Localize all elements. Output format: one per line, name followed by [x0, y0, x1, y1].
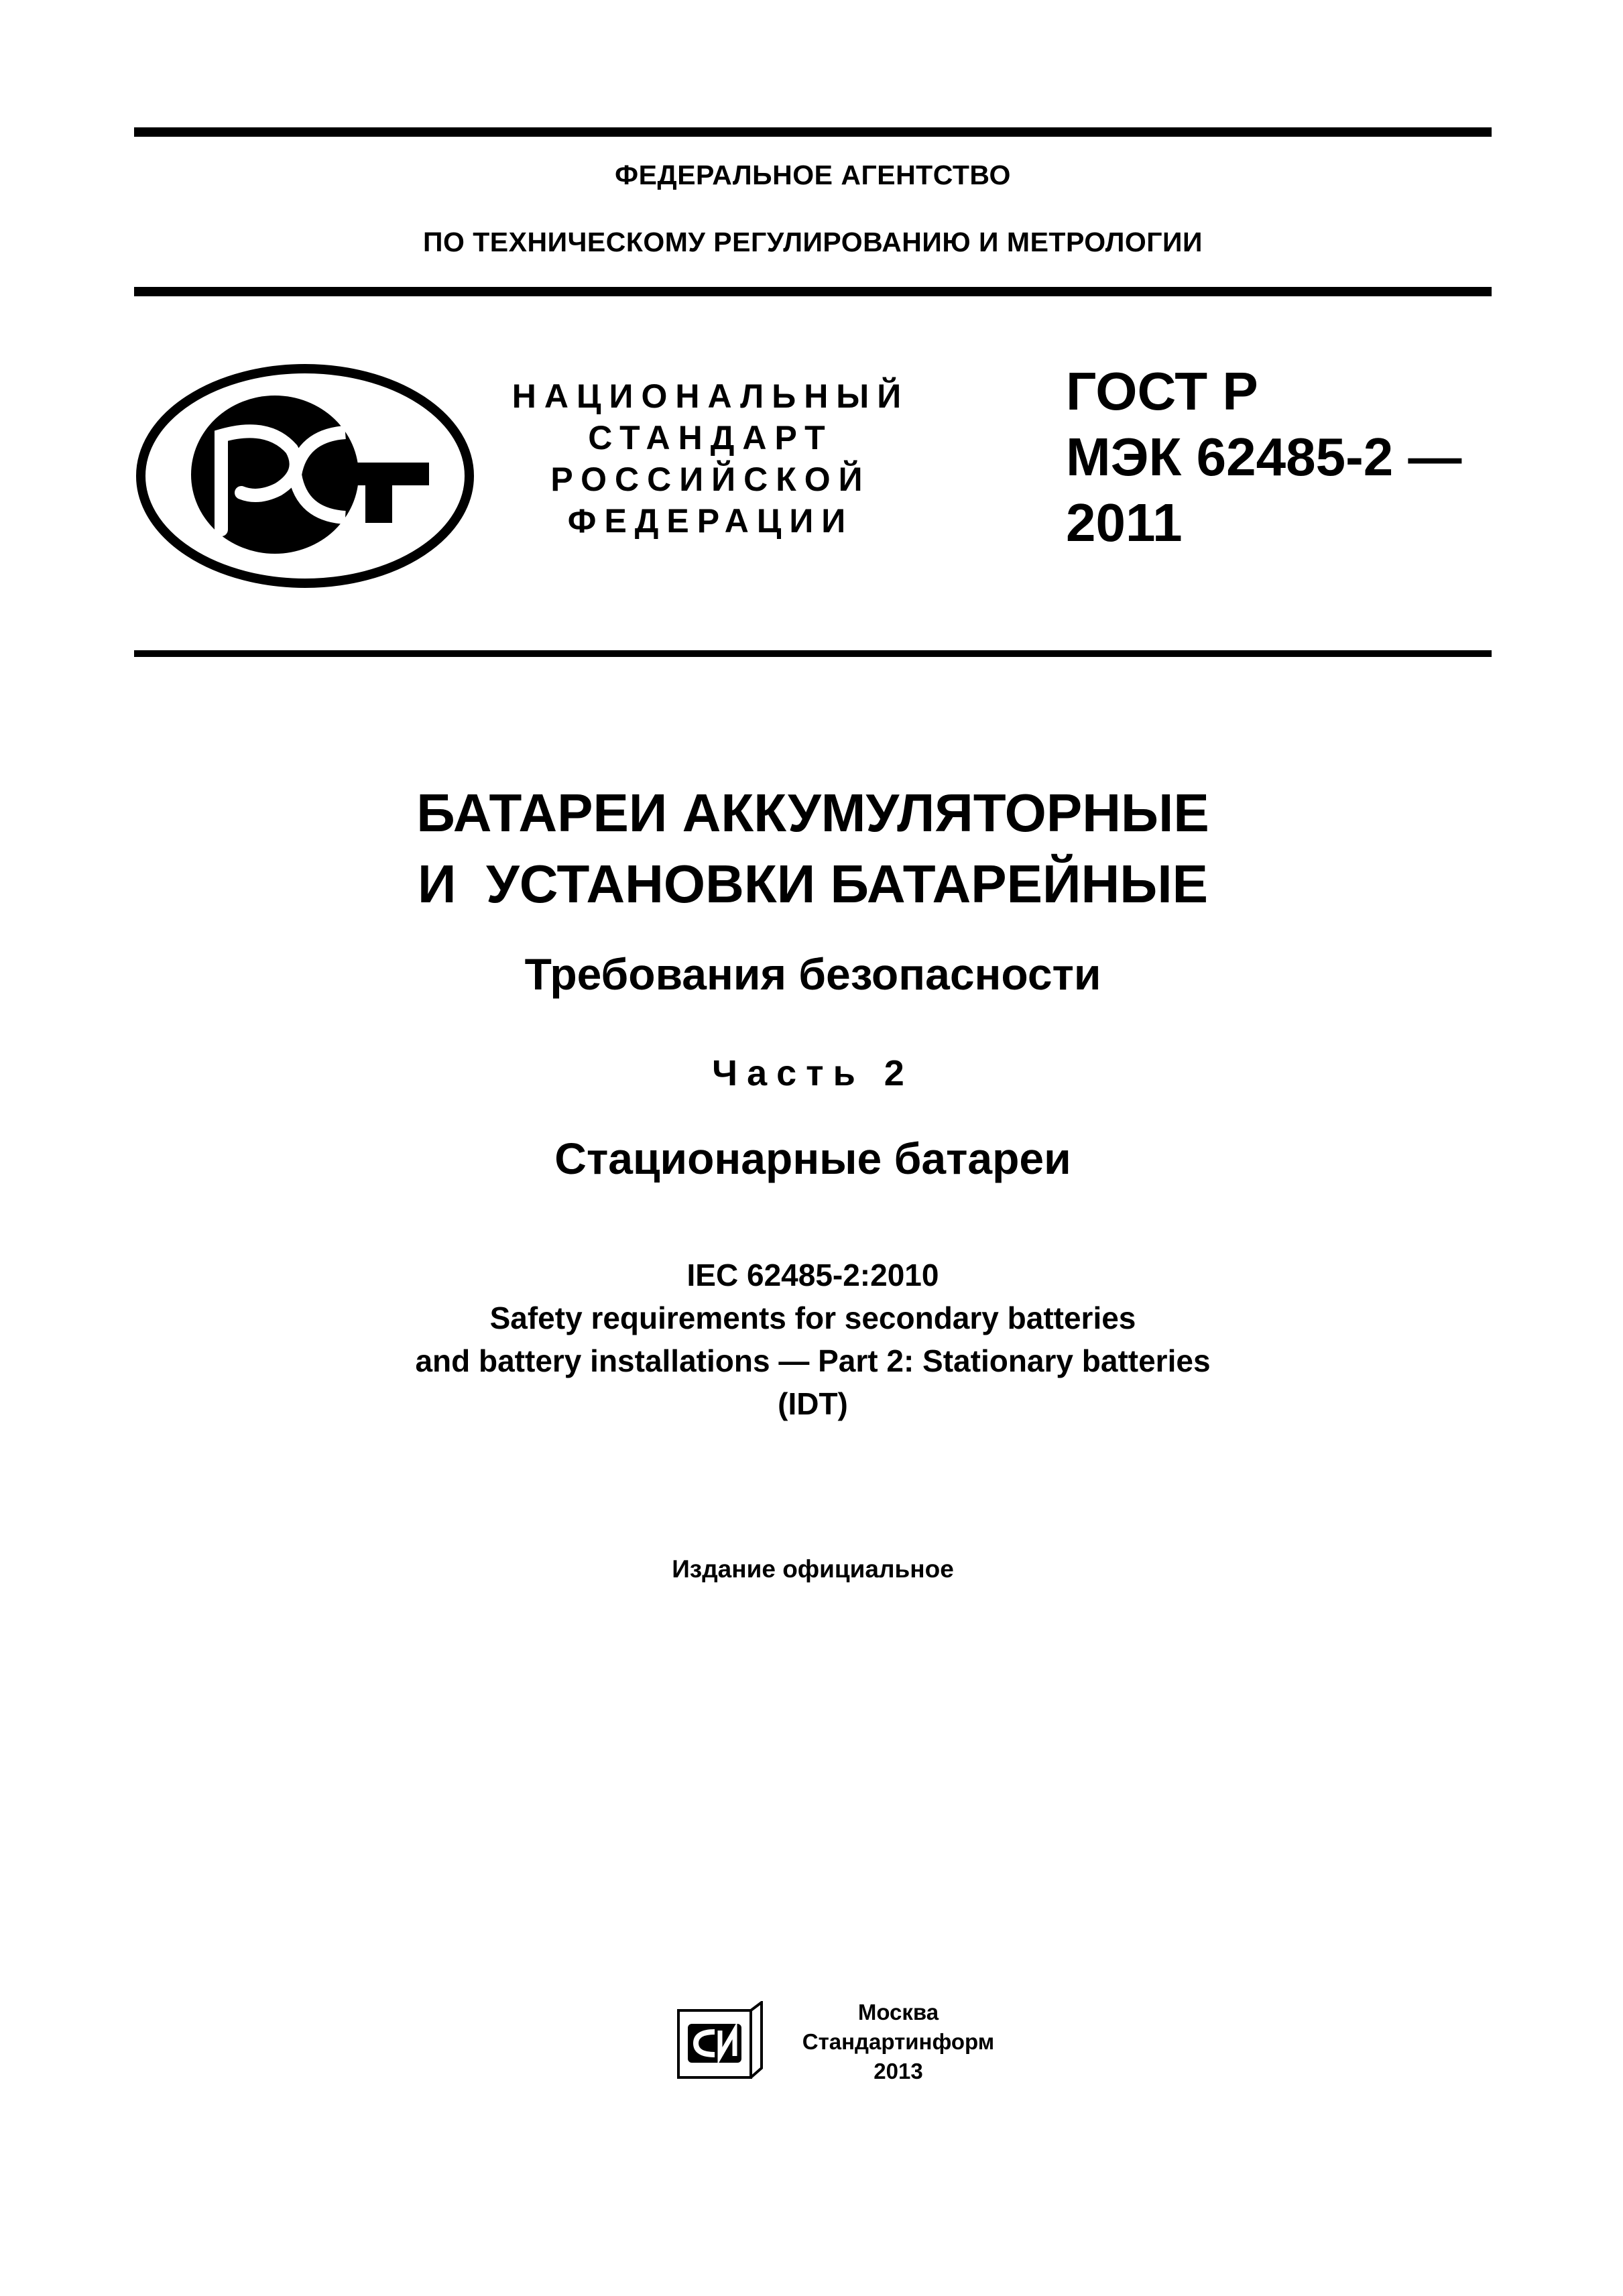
iec-line-4: (IDT) — [778, 1386, 848, 1421]
iec-line-1: IEC 62485-2:2010 — [686, 1258, 939, 1292]
national-standard-label — [483, 375, 939, 542]
standard-block-bottom-rule — [134, 650, 1492, 657]
rst-certification-mark-icon — [134, 362, 476, 590]
national-standard-line-1: НАЦИОНАЛЬНЫЙ — [512, 377, 910, 415]
publisher-year: 2013 — [874, 2059, 923, 2083]
gost-line-2: МЭК 62485-2 — — [1066, 427, 1462, 487]
edition-label: Издание официальное — [672, 1555, 954, 1583]
document-title-line-2: И УСТАНОВКИ БАТАРЕЙНЫЕ — [418, 854, 1208, 914]
agency-name-line2: ПО ТЕХНИЧЕСКОМУ РЕГУЛИРОВАНИЮ И МЕТРОЛОГИИ — [423, 227, 1203, 257]
part-title: Стационарные батареи — [554, 1134, 1071, 1183]
iec-line-3: and battery installations — Part 2: Stationary batteries — [415, 1343, 1211, 1378]
national-standard-line-4: ФЕДЕРАЦИИ — [567, 502, 854, 540]
top-rule — [134, 127, 1492, 137]
iec-line-2: Safety requirements for secondary batteries — [489, 1301, 1136, 1335]
document-subtitle: Требования безопасности — [524, 949, 1101, 999]
standartinform-logo-icon — [676, 2001, 763, 2081]
agency-name-line1: ФЕДЕРАЛЬНОЕ АГЕНТСТВО — [615, 160, 1011, 190]
publisher-info — [784, 1998, 1012, 2086]
publisher-name: Стандартинформ — [802, 2029, 995, 2054]
document-title-line-1: БАТАРЕИ АККУМУЛЯТОРНЫЕ — [416, 783, 1209, 843]
publisher-city: Москва — [857, 2000, 939, 2025]
gost-designation — [1066, 359, 1495, 556]
document-title — [134, 778, 1492, 920]
gost-line-3: 2011 — [1066, 493, 1183, 552]
national-standard-line-2: СТАНДАРТ — [588, 419, 833, 457]
header-bottom-rule — [134, 287, 1492, 296]
part-number: Часть 2 — [712, 1053, 914, 1093]
gost-line-1: ГОСТ Р — [1066, 361, 1258, 421]
iec-reference — [134, 1254, 1492, 1425]
national-standard-line-3: РОССИЙСКОЙ — [550, 461, 871, 498]
